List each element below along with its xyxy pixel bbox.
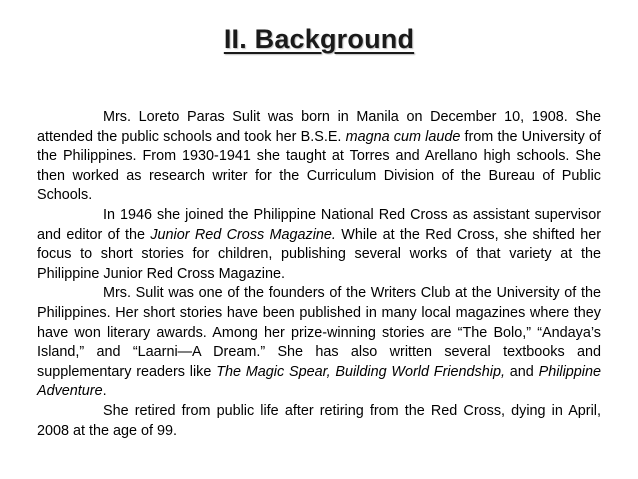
text-run: and [504,363,539,380]
text-run: from the University of the Philippines. From 1930-1941 she taught at Torres and Arellano high schools. She then worked as research writer for the Curriculum Division of the Bureau of Public Schools. [37,128,601,204]
italic-text-run: magna cum laude [345,128,461,145]
italic-text-run: The Magic Spear, Building World Friendship, [216,363,505,380]
italic-text-run: Philippine Adventure [37,363,601,400]
paragraph-red-cross [37,206,601,284]
text-run: Mrs. Loreto Paras Sulit was born in Manila on December 10, 1908. She attended the public schools and took her B.S.E. [37,109,601,145]
text-run: In 1946 she joined the Philippine National Red Cross as assistant supervisor and editor of the [37,206,601,243]
italic-text-run: Junior Red Cross Magazine. [150,226,336,243]
text-run: Mrs. Sulit was one of the founders of the Writers Club at the University of the Philippines. Her short stories have been published in many local magazines where they have won literary awards. Among her prize-winning stories are “The Bolo,” “Andaya’s Island,” and “Laarni—A Dream.” She has also written several textbooks and supplementary readers like [37,285,601,380]
text-run: She retired from public life after retiring from the Red Cross, dying in April, 2008 at the age of 99. [37,402,601,439]
text-run: While at the Red Cross, she shifted her focus to short stories for children, publishing several works of that variety at the Philippine Junior Red Cross Magazine. [37,226,601,282]
background-body [37,108,601,441]
paragraph-retirement [37,402,601,441]
paragraph-birth-education [37,108,601,206]
paragraph-writers-club [37,284,601,402]
text-run: . [102,383,107,400]
slide-title: II. Background [223,24,415,54]
